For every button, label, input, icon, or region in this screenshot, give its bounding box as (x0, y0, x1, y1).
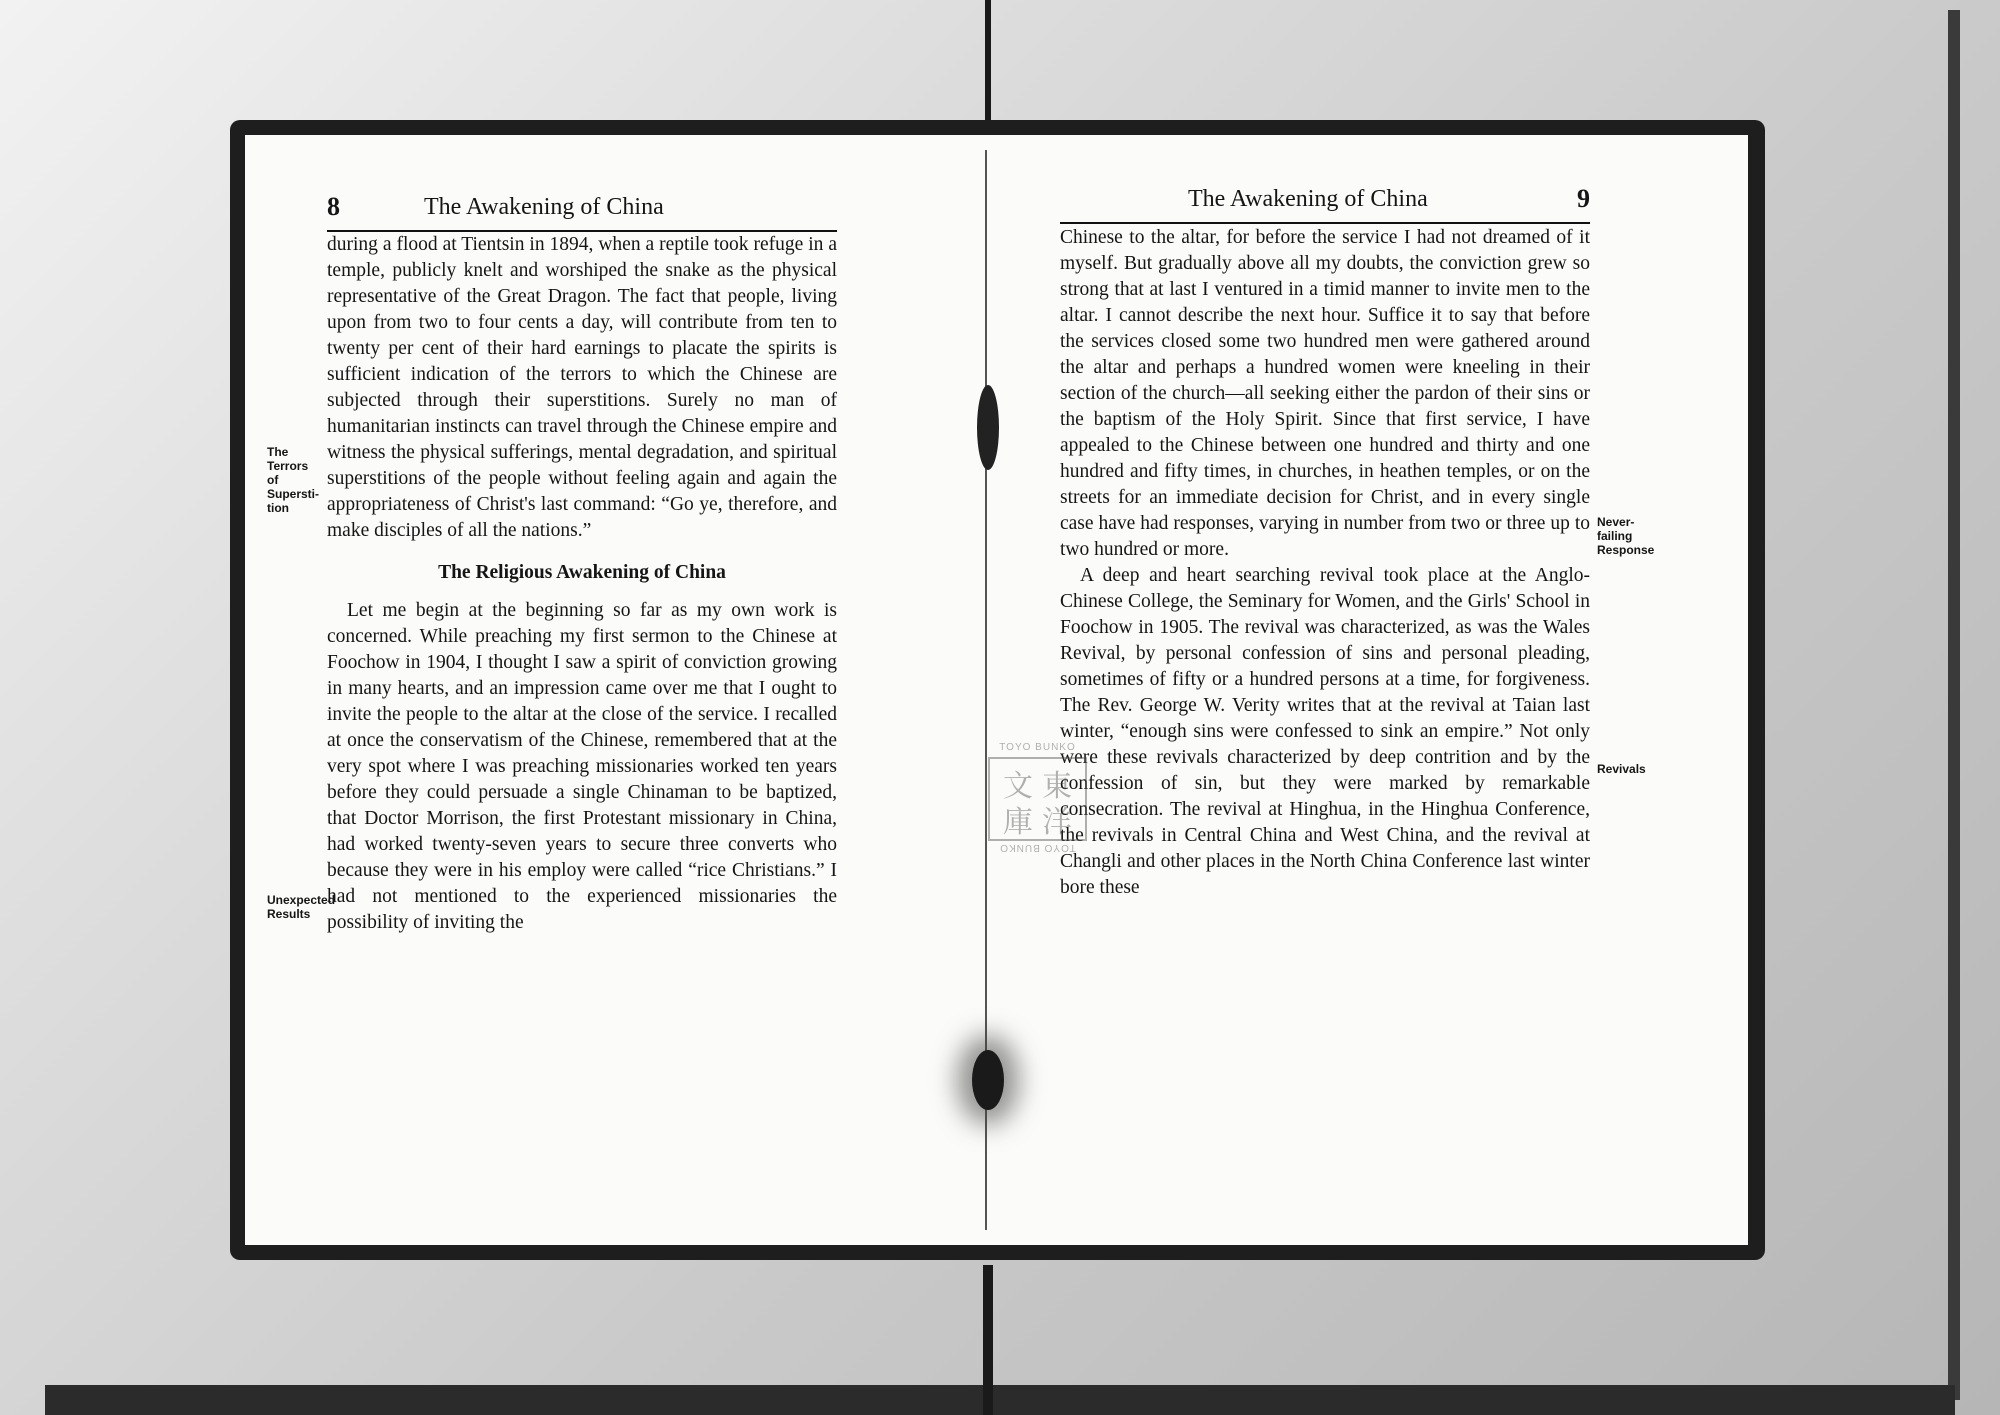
seal-char-3: 文 (1003, 769, 1033, 804)
stamp-bottom-text: TOYO BUNKO (999, 842, 1076, 853)
seal-char-4: 庫 (1003, 805, 1033, 840)
right-page-number: 9 (1577, 184, 1590, 213)
side-note-unexpected-results: Unexpected Results (267, 893, 336, 921)
seal-char-1: 東 (1042, 769, 1072, 804)
right-page-header (1060, 182, 1590, 224)
ink-blot-lower (972, 1050, 1004, 1110)
scan-right-edge (1948, 10, 1960, 1400)
right-running-title: The Awakening of China (1188, 186, 1428, 212)
right-paragraph-1: Chinese to the altar, for before the service I had not dreamed of it myself. But gradually above all my doubts, the conviction grew so strong that at last I ventured in a timid manner to invite men to the altar. I cannot describe the next hour. Suffice it to say that before the services closed some two hundred men were gathered around the altar and perhaps a hundred women were kneeling in their section of the church—all seeking either the pardon of their sins or the baptism of the Holy Spirit. Since that first service, I have appealed to the Chinese between one hundred and thirty and one hundred and fifty times, in churches, in heathen temples, or on the streets for an immediate decision for Christ, and in every single case have had responses, varying in number from two or three up to two hundred or more. (1060, 227, 1590, 560)
left-paragraph-1: during a flood at Tientsin in 1894, when a reptile took refuge in a temple, publicly knelt and worshiped the snake as the physical representative of the Great Dragon. The fact that people, living upon from two to four cents a day, will contribute from ten to twenty per cent of their hard earnings to placate the spirits is sufficient indication of the terrors to which the Chinese are subjected through their superstitions. Surely no man of humanitarian instincts can travel through the Chinese empire and witness the physical sufferings, mental degradation, and spiritual superstitions of the people without feeling again and again the appropriateness of Christ's last command: “Go ye, therefore, and make disciples of all the nations.” (327, 234, 837, 541)
left-body (327, 232, 837, 936)
right-page (1000, 135, 1748, 1245)
spine-bottom (983, 1265, 993, 1415)
ink-blot-upper (977, 385, 999, 470)
left-page-number: 8 (327, 192, 340, 221)
spine-top (985, 0, 991, 125)
section-heading: The Religious Awakening of China (438, 562, 726, 583)
left-paragraph-2: Let me begin at the beginning so far as my own work is concerned. While preaching my first sermon to the Chinese at Foochow in 1904, I thought I saw a spirit of conviction growing in many hearts, and an impression came over me that I ought to invite the people to the altar at the close of the service. I recalled at once the conservatism of the Chinese, remembered that at the very spot where I was preaching missionaries worked ten years before they could persuade a single Chinaman to be baptized, that Doctor Morrison, the first Protestant missionary in China, had worked twenty-seven years to secure three converts who because they were in his employ were called “rice Christians.” I had not mentioned to the experienced missionaries the possibility of inviting the (327, 600, 837, 933)
stamp-top-text: TOYO BUNKO (999, 742, 1076, 753)
right-paragraph-2: A deep and heart searching revival took place at the Anglo-Chinese College, the Seminary for Women, and the Girls' School in Foochow in 1905. The revival was characterized, as was the Wales Revival, by personal confession of sins and personal pleading, sometimes of fifty or a hundred persons at a time, for forgiveness. The Rev. George W. Verity writes that at the revival at Taian last winter, “enough sins were confessed to sink an empire.” Not only were these revivals characterized by deep contrition and by the confession of sin, but they were marked by remarkable consecration. The revival at Hinghua, in the Hinghua Conference, the revivals in Central China and West China, and the revival at Changli and other places in the North China Conference last winter bore these (1060, 565, 1590, 898)
left-page (245, 135, 1000, 1245)
left-page-header (327, 190, 837, 232)
toyo-bunko-stamp (985, 742, 1090, 854)
scan-bottom-edge (45, 1385, 1955, 1415)
left-running-title: The Awakening of China (424, 194, 664, 220)
seal-icon (985, 754, 1090, 844)
right-body (1060, 225, 1590, 901)
side-note-never-failing-response: Never- failing Response (1597, 515, 1655, 557)
side-note-terrors: The Terrors of Supersti- tion (267, 445, 320, 515)
seal-char-2: 洋 (1042, 805, 1072, 840)
side-note-revivals: Revivals (1597, 762, 1646, 776)
